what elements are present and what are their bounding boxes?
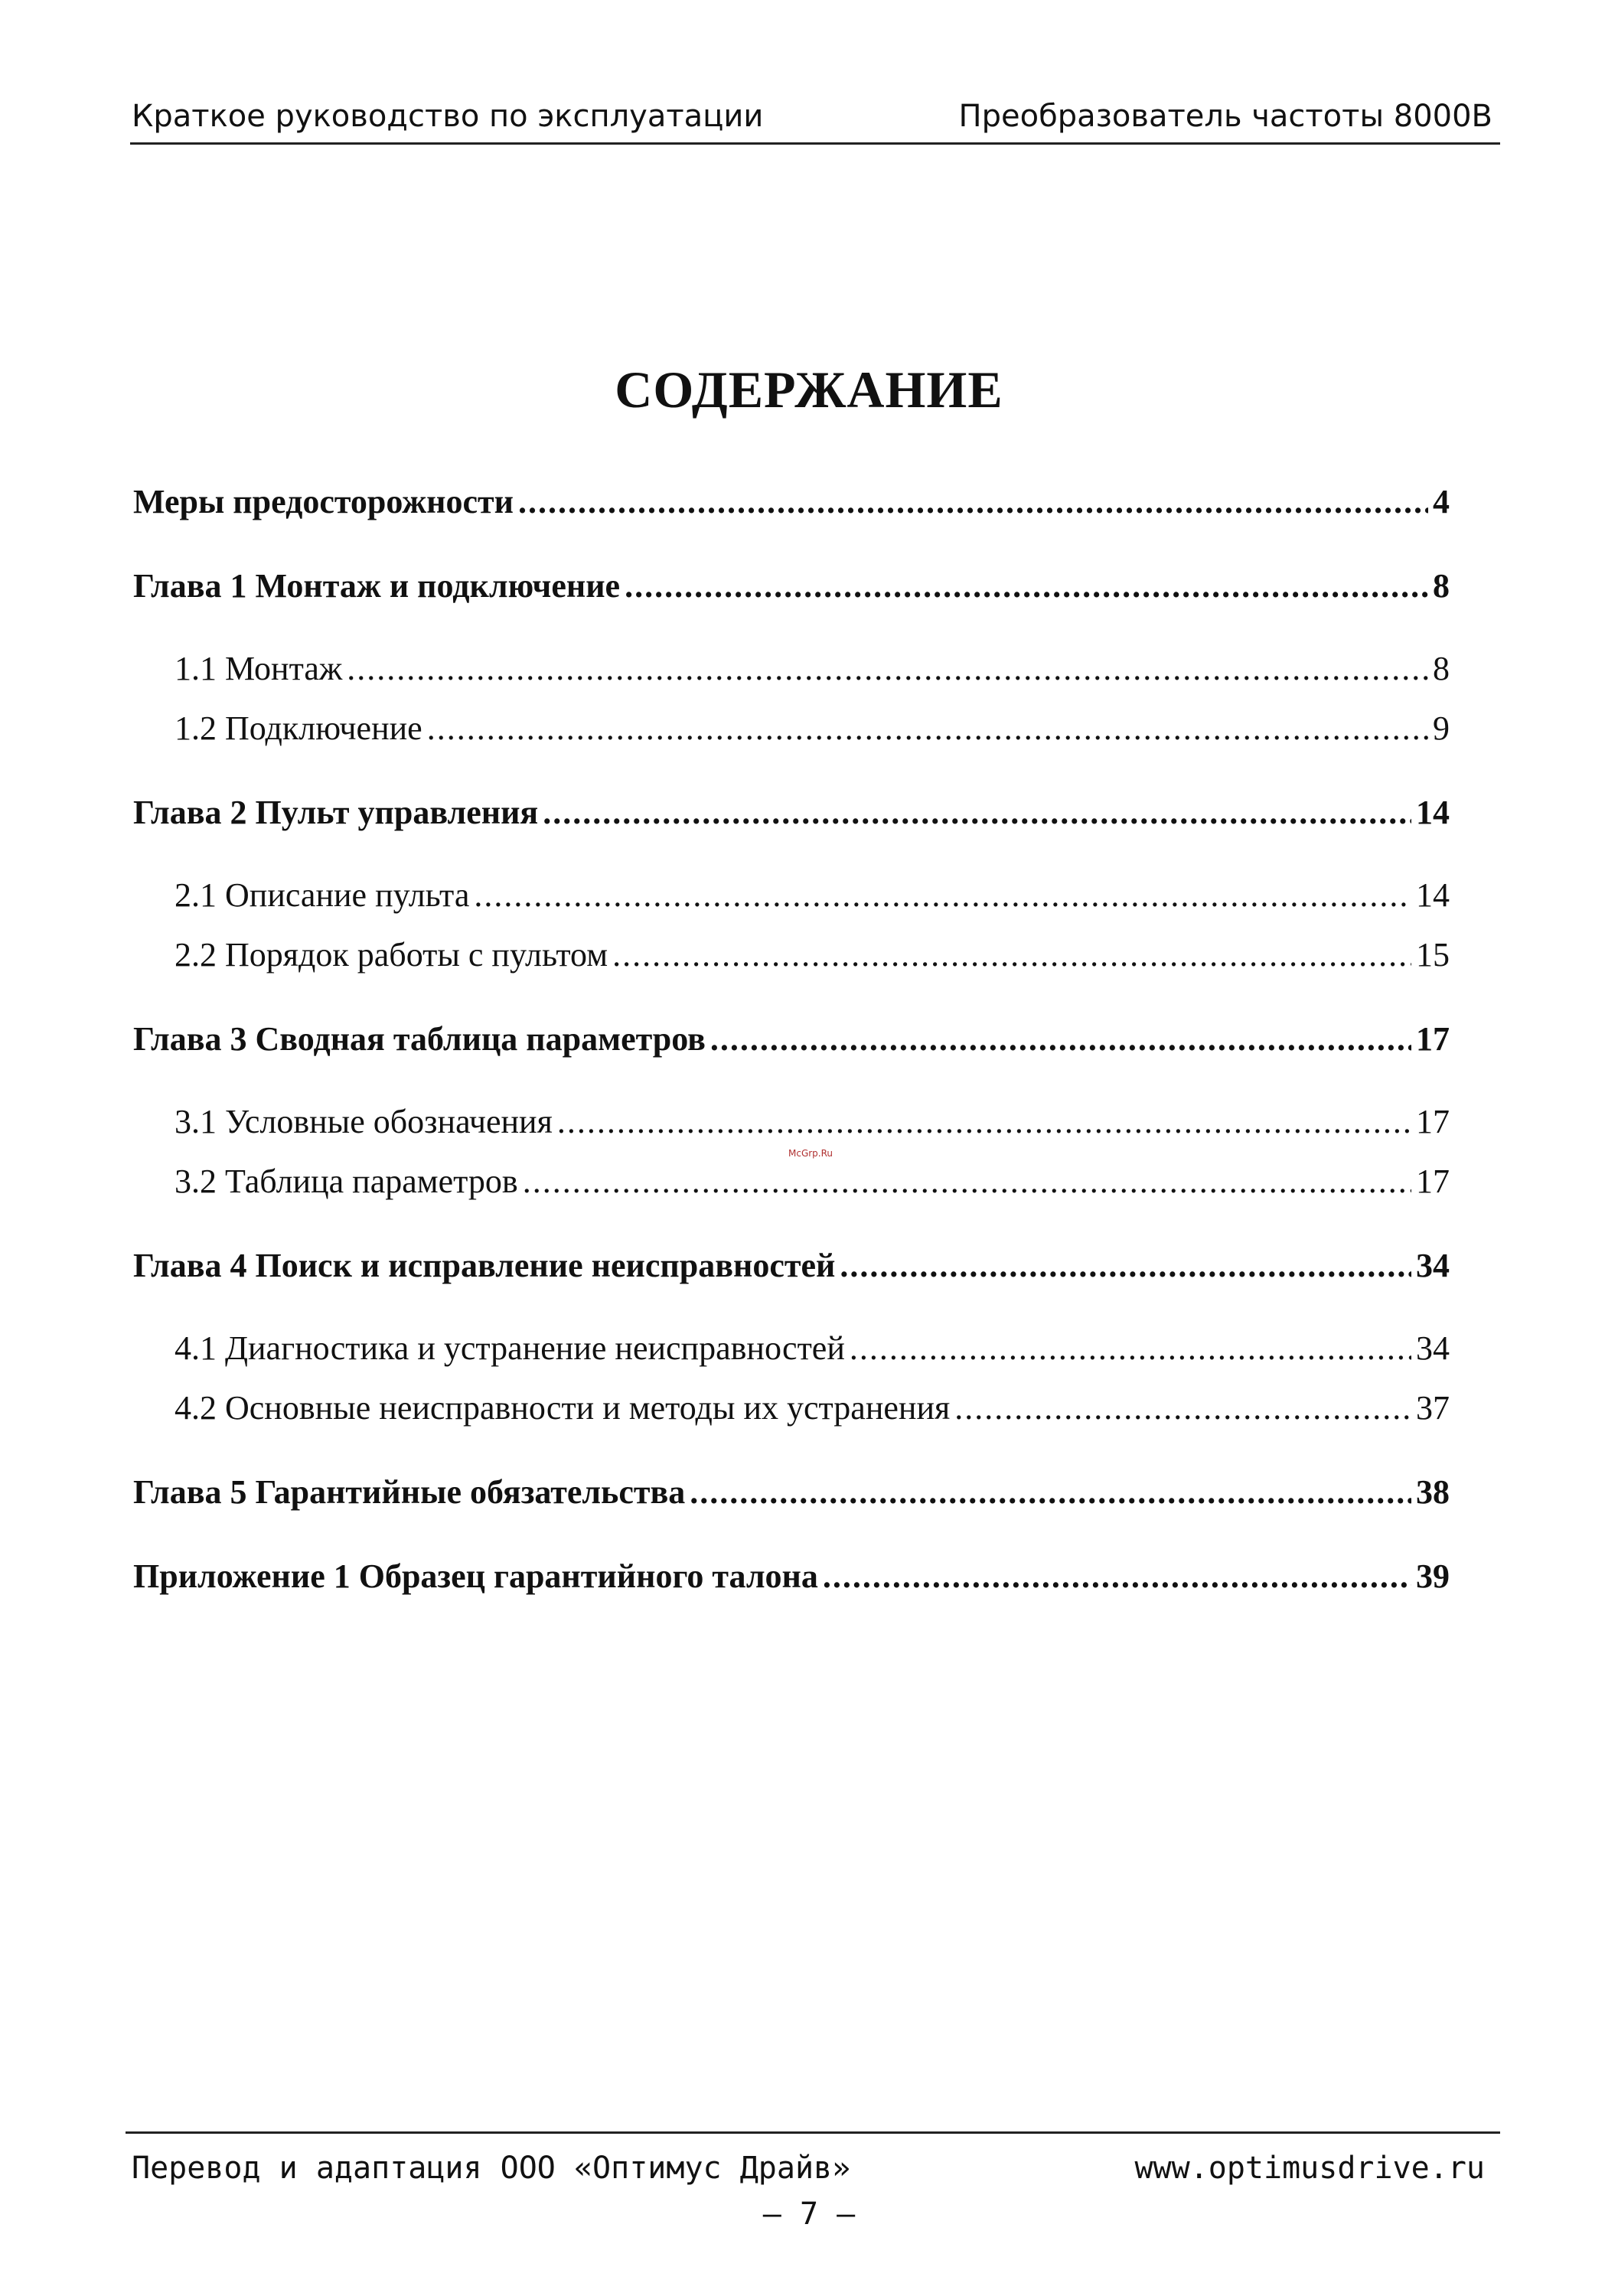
- toc-dot-leader: [523, 1162, 1411, 1201]
- page-number: – 7 –: [762, 2197, 856, 2232]
- toc-entry-page: 17: [1416, 1163, 1450, 1200]
- toc-dot-leader: [850, 1329, 1411, 1368]
- toc-entry-label: 4.2 Основные неисправности и методы их устранения: [175, 1389, 951, 1427]
- toc-dot-leader: [710, 1019, 1411, 1058]
- toc-entry-label: Глава 5 Гарантийные обязательства: [133, 1473, 686, 1511]
- toc-entry-chapter-4[interactable]: [133, 1246, 1450, 1285]
- toc-entry-page: 17: [1416, 1103, 1450, 1140]
- toc-entry-label: 2.2 Порядок работы с пультом: [175, 936, 608, 974]
- toc-entry-precautions[interactable]: [133, 482, 1450, 521]
- toc-entry-section-4-2[interactable]: [133, 1388, 1450, 1427]
- toc-entry-label: 1.2 Подключение: [175, 709, 422, 747]
- toc-entry-label: 3.1 Условные обозначения: [175, 1103, 553, 1140]
- page-header: [130, 90, 1500, 145]
- toc-entry-page: 34: [1416, 1329, 1450, 1367]
- toc-entry-appendix-1[interactable]: [133, 1557, 1450, 1596]
- toc-dot-leader: [690, 1473, 1411, 1512]
- toc-entry-label: Глава 4 Поиск и исправление неисправностей: [133, 1247, 836, 1284]
- toc-entry-label: Приложение 1 Образец гарантийного талона: [133, 1557, 818, 1595]
- toc-entry-chapter-1[interactable]: [133, 566, 1450, 605]
- toc-entry-page: 14: [1416, 876, 1450, 914]
- toc-entry-page: 15: [1416, 936, 1450, 974]
- toc-entry-label: Глава 1 Монтаж и подключение: [133, 567, 621, 605]
- toc-entry-section-3-1[interactable]: [133, 1102, 1450, 1141]
- toc-entry-page: 34: [1416, 1247, 1450, 1284]
- toc-entry-label: 2.1 Описание пульта: [175, 876, 470, 914]
- footer-website-link[interactable]: www.optimusdrive.ru: [1134, 2151, 1485, 2186]
- toc-dot-leader: [625, 566, 1428, 605]
- toc-entry-page: 8: [1433, 567, 1450, 605]
- toc-entry-page: 37: [1416, 1389, 1450, 1427]
- toc-entry-section-2-1[interactable]: [133, 876, 1450, 915]
- toc-entry-section-2-2[interactable]: [133, 935, 1450, 974]
- toc-entry-section-1-1[interactable]: [133, 649, 1450, 688]
- toc-entry-page: 38: [1416, 1473, 1450, 1511]
- header-document-title: Краткое руководство по эксплуатации: [132, 99, 764, 134]
- toc-dot-leader: [347, 649, 1428, 688]
- toc-entry-label: Глава 2 Пульт управления: [133, 794, 539, 831]
- page-title: СОДЕРЖАНИЕ: [615, 360, 1003, 419]
- toc-entry-section-3-2[interactable]: [133, 1162, 1450, 1201]
- toc-entry-chapter-2[interactable]: [133, 793, 1450, 832]
- toc-dot-leader: [518, 482, 1428, 521]
- page-footer: [126, 2131, 1500, 2186]
- toc-entry-label: 4.1 Диагностика и устранение неисправностей: [175, 1329, 845, 1367]
- toc-entry-section-4-1[interactable]: [133, 1329, 1450, 1368]
- header-product-name: Преобразователь частоты 8000B: [958, 99, 1492, 134]
- toc-entry-chapter-3[interactable]: [133, 1019, 1450, 1058]
- toc-entry-label: Меры предосторожности: [133, 483, 514, 520]
- toc-entry-label: 3.2 Таблица параметров: [175, 1163, 518, 1200]
- toc-entry-page: 8: [1433, 650, 1450, 687]
- toc-dot-leader: [557, 1102, 1411, 1141]
- toc-dot-leader: [823, 1557, 1411, 1596]
- toc-dot-leader: [840, 1246, 1411, 1285]
- toc-entry-section-1-2[interactable]: [133, 709, 1450, 748]
- toc-entry-page: 14: [1416, 794, 1450, 831]
- toc-dot-leader: [427, 709, 1428, 748]
- toc-dot-leader: [612, 935, 1411, 974]
- toc-dot-leader: [474, 876, 1411, 915]
- toc-entry-page: 9: [1433, 709, 1450, 747]
- toc-entry-label: Глава 3 Сводная таблица параметров: [133, 1020, 706, 1058]
- watermark-text: McGrp.Ru: [788, 1148, 833, 1159]
- toc-entry-page: 39: [1416, 1557, 1450, 1595]
- footer-credits: Перевод и адаптация ООО «Оптимус Драйв»: [132, 2151, 851, 2186]
- toc-dot-leader: [543, 793, 1411, 832]
- toc-entry-page: 4: [1433, 483, 1450, 520]
- toc-entry-label: 1.1 Монтаж: [175, 650, 343, 687]
- toc-entry-chapter-5[interactable]: [133, 1473, 1450, 1512]
- toc-entry-page: 17: [1416, 1020, 1450, 1058]
- toc-dot-leader: [954, 1388, 1411, 1427]
